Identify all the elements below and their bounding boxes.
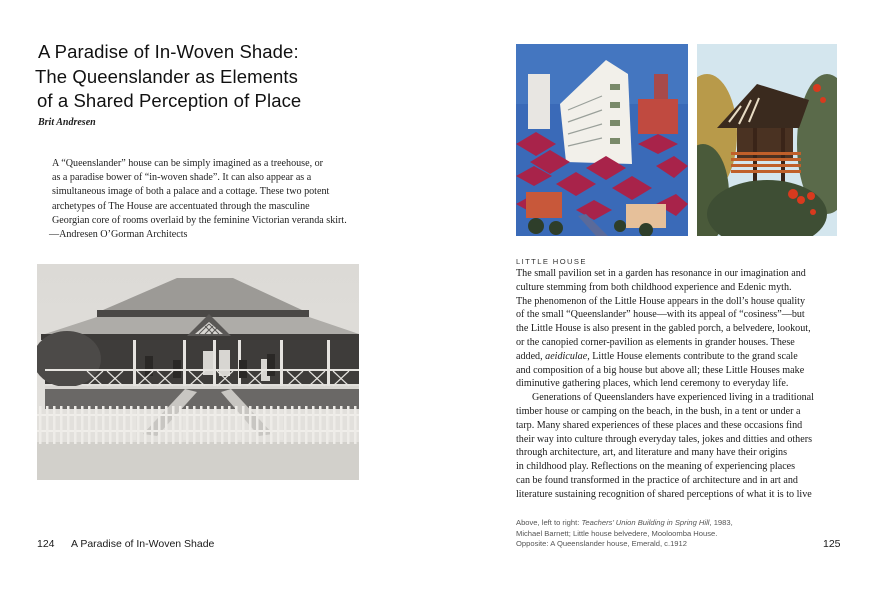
queenslander-house-photo bbox=[37, 264, 359, 480]
running-head: A Paradise of In-Woven Shade bbox=[71, 538, 215, 550]
body-line: of the small “Queenslander” house—with its appeal of “cosiness”—but bbox=[516, 309, 805, 321]
left-folio bbox=[37, 538, 214, 550]
epigraph bbox=[49, 157, 382, 242]
body-line: and composition of a big house but above all; these Little Houses make bbox=[516, 364, 805, 376]
caption-line bbox=[516, 518, 776, 529]
caption-text: , 1983, bbox=[709, 518, 733, 527]
artwork-title: Teachers’ Union Building in Spring Hill bbox=[581, 518, 710, 527]
painting-illustration bbox=[516, 44, 688, 236]
caption-text: Above, left to right: bbox=[516, 518, 582, 527]
image-caption bbox=[516, 518, 776, 550]
body-text-span: added, bbox=[516, 350, 546, 362]
body-line: The phenomenon of the Little House appears in the doll’s house quality bbox=[516, 295, 806, 307]
epigraph-line: simultaneous image of both a palace and a cottage. These two potent bbox=[52, 186, 330, 198]
caption-line: Opposite: A Queenslander house, Emerald, c.1912 bbox=[516, 539, 687, 548]
belvedere-photo bbox=[697, 44, 837, 236]
body-line: diminutive gathering places, which lend ceremony to everyday life. bbox=[516, 378, 789, 390]
epigraph-line: archetypes of The House are accentuated through the masculine bbox=[52, 200, 310, 212]
body-line: through architecture, art, and literature and many have their origins bbox=[516, 447, 788, 459]
epigraph-line: as a paradise bower of “in-woven shade”. It can also appear as a bbox=[52, 172, 312, 184]
body-line: in childhood play. Reflections on the meaning of experiencing places bbox=[516, 461, 796, 473]
body-line: timber house or camping on the beach, in the bush, in a tent or under a bbox=[516, 405, 801, 417]
body-line: the Little House is also present in the gabled porch, a belvedere, lookout, bbox=[516, 323, 811, 335]
belvedere-illustration bbox=[697, 44, 837, 236]
body-text bbox=[516, 267, 846, 502]
italic-term: aeidiculae bbox=[545, 350, 588, 362]
author-name: Brit Andresen bbox=[38, 117, 96, 128]
house-photo-illustration bbox=[37, 264, 359, 480]
section-heading: LITTLE HOUSE bbox=[516, 257, 587, 266]
title-line: The Queenslander as Elements bbox=[35, 65, 298, 87]
title-line: A Paradise of In-Woven Shade: bbox=[38, 41, 299, 62]
body-line: The small pavilion set in a garden has resonance in our imagination and bbox=[516, 268, 806, 279]
chapter-title bbox=[35, 40, 355, 114]
body-line: literature sustaining recognition of shared perceptions of what it is to live bbox=[516, 488, 812, 500]
body-text-span: , Little House elements contribute to the grand scale bbox=[587, 350, 798, 362]
right-folio: 125 bbox=[823, 538, 841, 550]
epigraph-line: A “Queenslander” house can be simply imagined as a treehouse, or bbox=[52, 158, 324, 169]
body-line: can be found transformed in the practice of architecture and in art and bbox=[516, 474, 798, 486]
title-line: of a Shared Perception of Place bbox=[37, 90, 302, 111]
body-line: culture stemming from both childhood experience and Edenic myth. bbox=[516, 281, 792, 293]
body-line bbox=[516, 350, 846, 364]
body-line: their way into culture through everyday tales, jokes and ditties and others bbox=[516, 433, 813, 445]
teachers-union-building-painting bbox=[516, 44, 688, 236]
caption-line: Michael Barnett; Little house belvedere, Mooloomba House. bbox=[516, 528, 718, 538]
page-number: 124 bbox=[37, 538, 55, 550]
epigraph-attribution: —Andresen O’Gorman Architects bbox=[49, 229, 188, 241]
body-line: Generations of Queenslanders have experienced living in a traditional bbox=[532, 392, 814, 404]
body-line: or the canopied corner-pavilion as elements in grander houses. These bbox=[516, 336, 795, 348]
body-line: tarp. Many shared experiences of these places and these occasions find bbox=[516, 419, 803, 431]
epigraph-line: Georgian core of rooms overlaid by the feminine Victorian veranda skirt. bbox=[52, 214, 347, 226]
